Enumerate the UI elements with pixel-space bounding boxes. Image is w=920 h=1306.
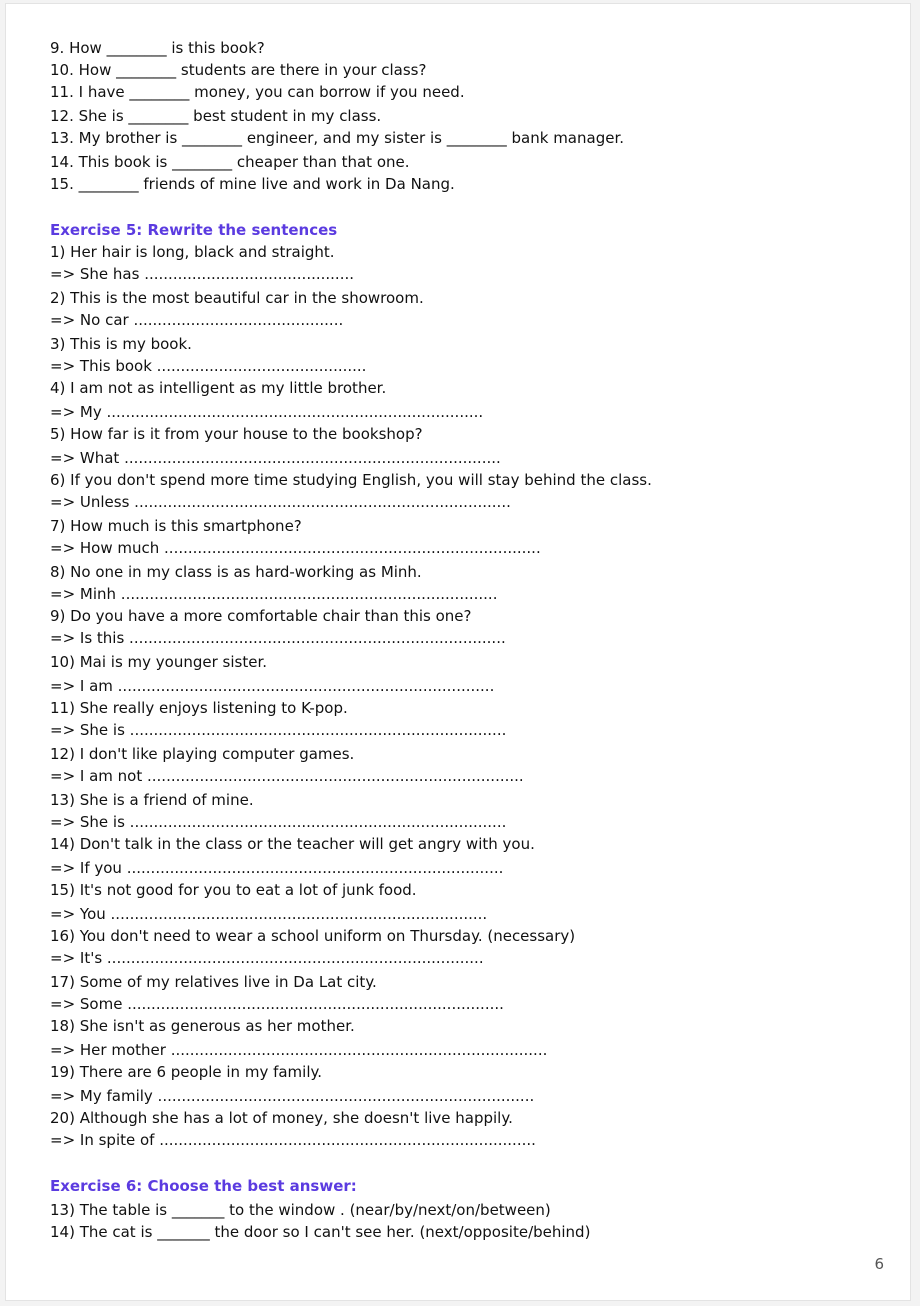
- ex4-item-11: 11. I have ________ money, you can borrow if you need.: [50, 83, 465, 101]
- ex5-answer-4: => My ...............................................................................: [50, 403, 484, 421]
- ex5-question-2: 2) This is the most beautiful car in the showroom.: [50, 289, 424, 307]
- ex5-answer-5: => What ...............................................................................: [50, 449, 501, 467]
- ex4-item-12: 12. She is ________ best student in my class.: [50, 107, 382, 125]
- ex4-item-9: 9. How ________ is this book?: [50, 39, 265, 57]
- page-number: 6: [874, 1255, 884, 1273]
- ex6-item-14: 14) The cat is _______ the door so I can't see her. (next/opposite/behind): [50, 1223, 591, 1241]
- ex5-question-17: 17) Some of my relatives live in Da Lat city.: [50, 973, 377, 991]
- ex5-answer-3: => This book ............................................: [50, 357, 367, 375]
- ex5-question-11: 11) She really enjoys listening to K-pop.: [50, 699, 348, 717]
- ex5-question-6: 6) If you don't spend more time studying English, you will stay behind the class.: [50, 471, 652, 489]
- ex5-answer-11: => She is ...............................................................................: [50, 721, 507, 739]
- ex5-answer-13: => She is ...............................................................................: [50, 813, 507, 831]
- ex5-question-16: 16) You don't need to wear a school uniform on Thursday. (necessary): [50, 927, 576, 945]
- ex5-question-1: 1) Her hair is long, black and straight.: [50, 243, 335, 261]
- ex5-question-15: 15) It's not good for you to eat a lot of junk food.: [50, 881, 417, 899]
- ex5-answer-17: => Some ...............................................................................: [50, 995, 504, 1013]
- exercise5-heading: Exercise 5: Rewrite the sentences: [50, 221, 338, 239]
- ex5-answer-19: => My family ...............................................................................: [50, 1087, 535, 1105]
- ex5-question-12: 12) I don't like playing computer games.: [50, 745, 355, 763]
- ex5-question-9: 9) Do you have a more comfortable chair than this one?: [50, 607, 472, 625]
- ex5-question-20: 20) Although she has a lot of money, she doesn't live happily.: [50, 1109, 513, 1127]
- exercise6-heading: Exercise 6: Choose the best answer:: [50, 1177, 357, 1195]
- ex5-answer-15: => You ...............................................................................: [50, 905, 488, 923]
- ex5-question-4: 4) I am not as intelligent as my little brother.: [50, 379, 387, 397]
- ex5-answer-7: => How much ...............................................................................: [50, 539, 541, 557]
- ex5-answer-20: => In spite of ...............................................................................: [50, 1131, 536, 1149]
- ex5-answer-16: => It's ...............................................................................: [50, 949, 484, 967]
- ex4-item-13: 13. My brother is ________ engineer, and my sister is ________ bank manager.: [50, 129, 624, 147]
- ex5-answer-14: => If you ...............................................................................: [50, 859, 504, 877]
- ex4-item-10: 10. How ________ students are there in your class?: [50, 61, 427, 79]
- ex5-answer-1: => She has ............................................: [50, 265, 355, 283]
- ex5-question-18: 18) She isn't as generous as her mother.: [50, 1017, 355, 1035]
- ex5-answer-6: => Unless ...............................................................................: [50, 493, 511, 511]
- ex5-answer-12: => I am not ...............................................................................: [50, 767, 524, 785]
- ex5-answer-9: => Is this ...............................................................................: [50, 629, 506, 647]
- ex5-question-14: 14) Don't talk in the class or the teacher will get angry with you.: [50, 835, 535, 853]
- ex6-item-13: 13) The table is _______ to the window . (near/by/next/on/between): [50, 1201, 551, 1219]
- ex5-question-3: 3) This is my book.: [50, 335, 192, 353]
- ex5-question-19: 19) There are 6 people in my family.: [50, 1063, 323, 1081]
- ex5-question-10: 10) Mai is my younger sister.: [50, 653, 268, 671]
- ex5-answer-10: => I am ...............................................................................: [50, 677, 495, 695]
- ex5-answer-8: => Minh ...............................................................................: [50, 585, 498, 603]
- ex5-question-5: 5) How far is it from your house to the bookshop?: [50, 425, 423, 443]
- document-page: [6, 4, 910, 1300]
- ex4-item-14: 14. This book is ________ cheaper than that one.: [50, 153, 410, 171]
- ex5-question-8: 8) No one in my class is as hard-working as Minh.: [50, 563, 422, 581]
- ex4-item-15: 15. ________ friends of mine live and work in Da Nang.: [50, 175, 455, 193]
- ex5-question-7: 7) How much is this smartphone?: [50, 517, 302, 535]
- ex5-question-13: 13) She is a friend of mine.: [50, 791, 254, 809]
- ex5-answer-2: => No car ............................................: [50, 311, 344, 329]
- ex5-answer-18: => Her mother ...............................................................................: [50, 1041, 548, 1059]
